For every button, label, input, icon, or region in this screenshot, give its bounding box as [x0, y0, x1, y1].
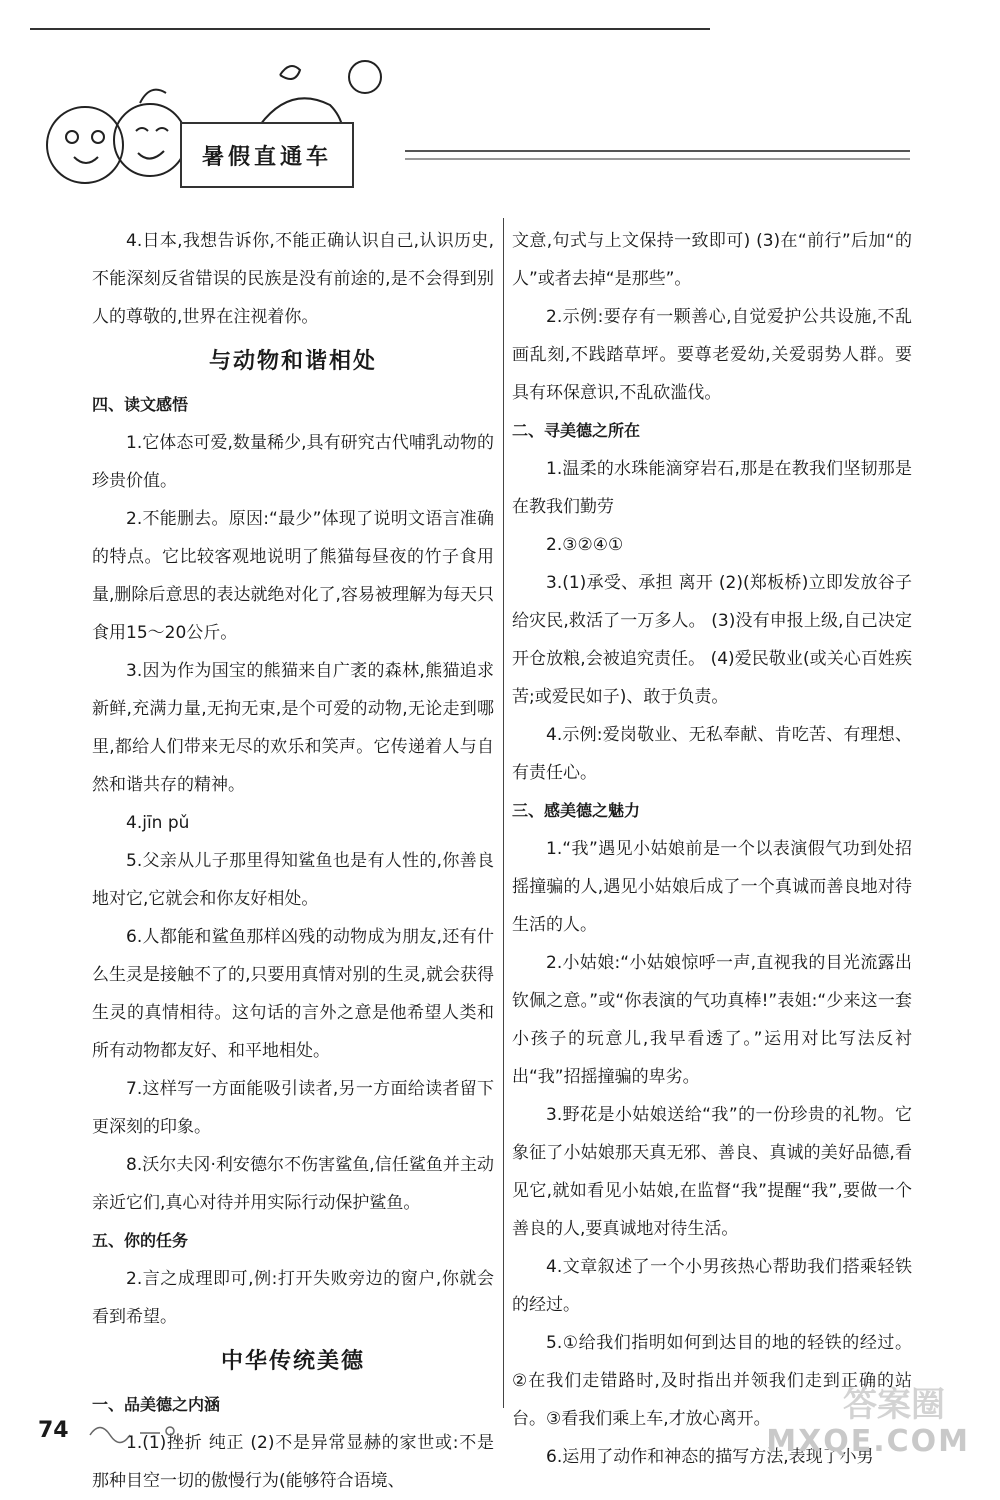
answer-paragraph: 1.它体态可爱,数量稀少,具有研究古代哺乳动物的珍贵价值。 [92, 433, 494, 491]
orange-face-left [47, 107, 123, 183]
answer-paragraph: 6.运用了动作和神态的描写方法,表现了小男 [546, 1447, 874, 1467]
answer-paragraph: 7.这样写一方面能吸引读者,另一方面给读者留下更深刻的印象。 [92, 1079, 494, 1137]
answer-paragraph: 8.沃尔夫冈·利安德尔不伤害鲨鱼,信任鲨鱼并主动亲近它们,真心对待并用实际行动保护鲨鱼。 [92, 1155, 494, 1213]
answer-paragraph: 文意,句式与上文保持一致即可) (3)在“前行”后加“的人”或者去掉“是那些”。 [512, 231, 912, 289]
left-column [92, 222, 494, 1500]
banner-title: 暑假直通车 [180, 122, 354, 188]
section-title: 中华传统美德 [220, 1348, 365, 1374]
answer-paragraph: 2.小姑娘:“小姑娘惊呼一声,直视我的目光流露出钦佩之意。”或“你表演的气功真棒!”表姐:“少来这一套小孩子的玩意儿,我早看透了。”运用对比写法反衬出“我”招摇撞骗的卑劣。 [512, 953, 912, 1087]
answer-paragraph: 6.人都能和鲨鱼那样凶残的动物成为朋友,还有什么生灵是接触不了的,只要用真情对别的生灵,就会获得生灵的真情相待。这句话的言外之意是他希望人类和所有动物都友好、和平地相处。 [92, 927, 494, 1061]
page-number: 74 [38, 1418, 69, 1443]
section-title: 与动物和谐相处 [208, 348, 377, 374]
answer-paragraph: 5.父亲从儿子那里得知鲨鱼也是有人性的,你善良地对它,它就会和你友好相处。 [92, 851, 494, 909]
watermark-logo: 答案圈 [843, 1385, 945, 1425]
answer-paragraph: 1.温柔的水珠能滴穿岩石,那是在教我们坚韧那是在教我们勤劳 [512, 459, 912, 517]
answer-paragraph: 1.(1)挫折 纯正 (2)不是异常显赫的家世或:不是那种目空一切的傲慢行为(能够符合语境、 [92, 1433, 494, 1491]
section-heading: 四、读文感悟 [92, 395, 189, 414]
answer-paragraph: 3.野花是小姑娘送给“我”的一份珍贵的礼物。它象征了小姑娘那天真无邪、善良、真诚的美好品德,看见它,就如看见小姑娘,在监督“我”提醒“我”,要做一个善良的人,要真诚地对待生活。 [512, 1105, 912, 1239]
section-heading: 一、品美德之内涵 [92, 1395, 221, 1414]
answer-paragraph: 5.①给我们指明如何到达目的地的轻铁的经过。②在我们走错路时,及时指出并领我们走到正确的站台。③看我们乘上车,才放心离开。 [512, 1333, 912, 1429]
header-rule [405, 150, 910, 160]
answer-paragraph: 4.日本,我想告诉你,不能正确认识自己,认识历史,不能深刻反省错误的民族是没有前途的,是不会得到别人的尊敬的,世界在注视着你。 [92, 231, 494, 327]
section-heading: 二、寻美德之所在 [512, 421, 641, 440]
answer-paragraph: 4.示例:爱岗敬业、无私奉献、肯吃苦、有理想、有责任心。 [512, 725, 912, 783]
answer-paragraph: 2.示例:要存有一颗善心,自觉爱护公共设施,不乱画乱刻,不践踏草坪。要尊老爱幼,关爱弱势人群。要具有环保意识,不乱砍滥伐。 [512, 307, 912, 403]
orange-face-right [114, 104, 186, 176]
answer-paragraph: 4.jīn pǔ [126, 813, 190, 833]
answer-paragraph: 2.言之成理即可,例:打开失败旁边的窗户,你就会看到希望。 [92, 1269, 494, 1327]
column-divider [503, 218, 504, 1408]
right-column [512, 222, 912, 1476]
answer-paragraph: 4.文章叙述了一个小男孩热心帮助我们搭乘轻铁的经过。 [512, 1257, 912, 1315]
watermark-url: MXQE.COM [766, 1424, 970, 1459]
answer-paragraph: 3.(1)承受、承担 离开 (2)(郑板桥)立即发放谷子给灾民,救活了一万多人。 (3)没有申报上级,自己决定开仓放粮,会被追究责任。 (4)爱民敬业(或关心百姓疾苦;或爱民如子)、敢于负责。 [512, 573, 912, 707]
answer-paragraph: 2.不能删去。原因:“最少”体现了说明文语言准确的特点。它比较客观地说明了熊猫每昼夜的竹子食用量,删除后意思的表达就绝对化了,容易被理解为每天只食用15～20公斤。 [92, 509, 494, 643]
answer-paragraph: 2.③②④① [546, 535, 624, 555]
section-heading: 三、感美德之魅力 [512, 801, 641, 820]
section-heading: 五、你的任务 [92, 1231, 189, 1250]
answer-paragraph: 1.“我”遇见小姑娘前是一个以表演假气功到处招摇撞骗的人,遇见小姑娘后成了一个真诚而善良地对待生活的人。 [512, 839, 912, 935]
top-rule [30, 28, 710, 30]
answer-paragraph: 3.因为作为国宝的熊猫来自广袤的森林,熊猫追求新鲜,充满力量,无拘无束,是个可爱的动物,无论走到哪里,都给人们带来无尽的欢乐和笑声。它传递着人与自然和谐共存的精神。 [92, 661, 494, 795]
